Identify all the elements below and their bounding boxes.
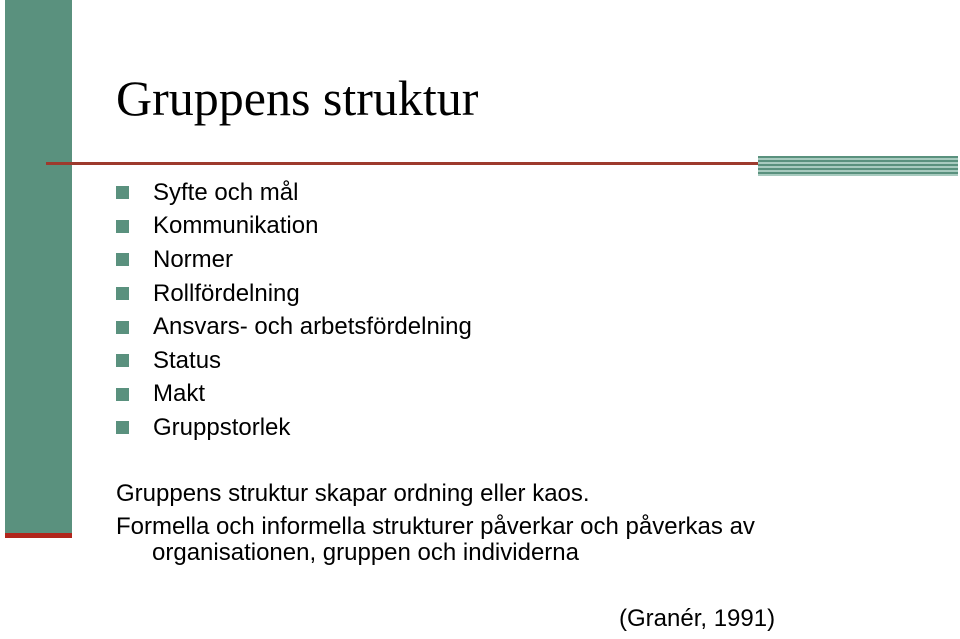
bullet-label: Kommunikation: [153, 212, 319, 240]
bullet-label: Syfte och mål: [153, 178, 299, 206]
bullet-label: Ansvars- och arbetsfördelning: [153, 313, 472, 341]
slide-title: Gruppens struktur: [116, 70, 479, 126]
square-bullet-icon: [116, 220, 129, 233]
square-bullet-icon: [116, 287, 129, 300]
bullet-label: Status: [153, 346, 222, 374]
bullet-label: Makt: [153, 380, 206, 408]
square-bullet-icon: [116, 421, 129, 434]
left-accent-bar-red-stripe: [5, 533, 72, 538]
title-divider-bar: [758, 156, 958, 176]
square-bullet-icon: [116, 321, 129, 334]
bullet-item: [116, 176, 472, 210]
structure-statement: Gruppens struktur skapar ordning eller kaos.: [116, 480, 590, 507]
citation: (Granér, 1991): [619, 605, 776, 632]
formal-informal-statement-line-2: organisationen, gruppen och individerna: [152, 539, 579, 566]
bullet-label: Rollfördelning: [153, 279, 300, 307]
bullet-item: [116, 243, 472, 277]
bullet-label: Normer: [153, 245, 234, 273]
bullet-item: [116, 210, 472, 244]
bullet-item: [116, 378, 472, 412]
left-accent-bar: [5, 0, 72, 533]
bullet-item: [116, 310, 472, 344]
bullet-label: Gruppstorlek: [153, 413, 291, 441]
formal-informal-statement-line-1: Formella och informella strukturer påverkar och påverkas av: [116, 513, 755, 540]
bullet-list: [116, 176, 472, 445]
bullet-item: [116, 411, 472, 445]
title-divider-line: [46, 162, 760, 165]
square-bullet-icon: [116, 388, 129, 401]
square-bullet-icon: [116, 186, 129, 199]
square-bullet-icon: [116, 354, 129, 367]
square-bullet-icon: [116, 253, 129, 266]
bullet-item: [116, 344, 472, 378]
bullet-item: [116, 277, 472, 311]
